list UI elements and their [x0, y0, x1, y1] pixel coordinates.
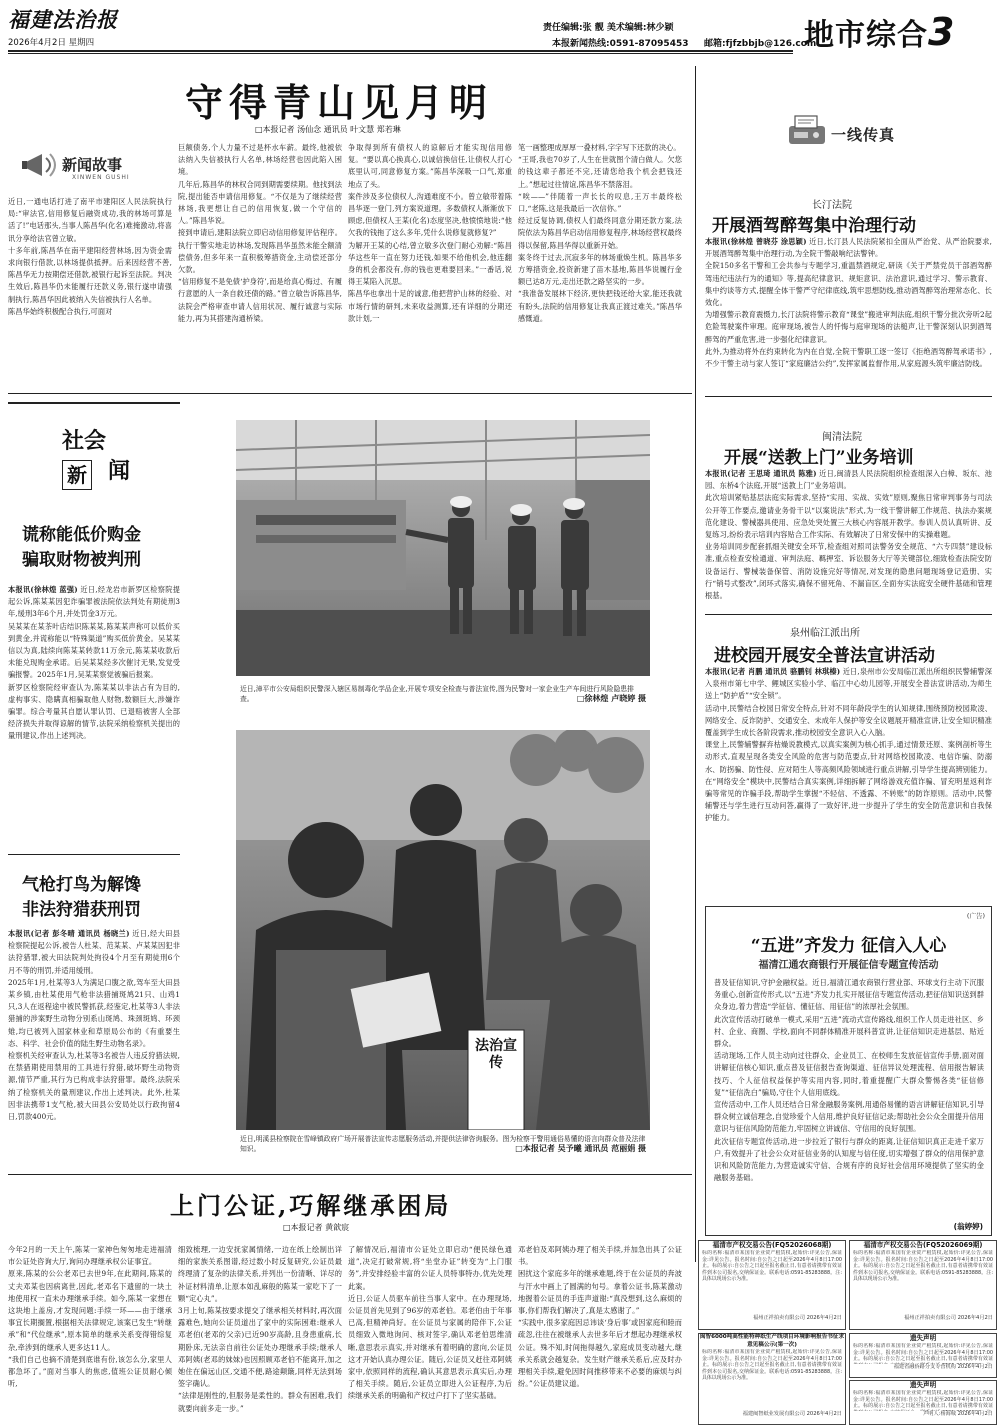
ad-tag: (广告) [966, 912, 985, 920]
section-title: 地市综合 [804, 18, 928, 53]
side-divider [8, 854, 180, 855]
editors: 责任编辑:张 靓 美术编辑:林少颖 [543, 23, 674, 33]
email: 邮箱:fjfzbbjb@126.com [704, 39, 817, 49]
news-story-tag-label: 新闻故事 [62, 156, 123, 174]
yixian-3-title: 进校园开展安全普法宣讲活动 [714, 646, 935, 666]
ad-3-head: 闽智6000吨高性能特种纸生产线项目环境影响报告书征求意见稿公示(第一次) [699, 1334, 845, 1348]
publicity-photo-image [236, 730, 650, 1130]
story2-title-2: 非法狩猎获刑罚 [22, 900, 141, 920]
issue-date: 2026年4月2日 星期四 [8, 38, 95, 48]
yixian-divider-2 [705, 614, 992, 615]
lead-col-4: 笔一画整理成厚厚一叠材料,字字写下还款的决心。 “王哥,我也70岁了,人生在世就图个清白做人。欠您的钱这辈子都还不完,还请您给我个机会把钱还上。”想起过往情谊,陈昌华不禁落泪。 “唉——”伴随着一声长长的叹息,王万丰最终松口,“老陈,这是我最后一次信你。” 经过反复协调,债权人们最终同意分期还款方案,法院依法为陈昌华启动信用修复程序,林场经营权最终得以保留,陈昌华得以重新开始。 案冬终于过去,沉寂多年的林场重焕生机。陈昌华多方筹措资金,投资新建了苗木基地,陈昌华说履行金额已达8万元,走出还款之路坚实的一步。 “我准备发展林下经济,更快把钱还给大家,能还我就有盼头,法院的信用修复让我真正渡过难关。”陈昌华感慨道。 [518, 143, 682, 323]
yixian-1-byline: 本报讯(徐林煌 曾晓芬 涂思颖) [705, 237, 807, 246]
social-news-column [8, 402, 180, 1258]
section-name [804, 10, 954, 54]
ad-3 [698, 1333, 846, 1425]
bottom-col-3: 了解情况后,福清市公证处立即启动“便民绿色通道”,决定打破常规,将“坐堂办证”转变为“上门服务”,并安排经验丰富的公证人员特事特办,优先处理此案。 近日,公证人员驱车前往当事人家中。在办理现场,公证员首先见到了96岁的邓老伯。邓老伯由于年事已高,但精神尚好。在公证员与家属的陪伴下,公证员细致入微地询问、核对签字,确认邓老伯思维清晰,意思表示真实,并对继承有着明确的意向,公证员这才开始认真办理公证。随后,公证员又赶往邓阿姨家中,依照同样的流程,确认其意思表示真实后,办理了相关手续。随后,公证员立即进入公证程序,为后续继承关系的明确和产权过户打下了坚实基础。 [348, 1245, 512, 1401]
lead-byline: □本报记者 汤仙念 通讯员 叶文慧 郑若琳 [255, 125, 401, 134]
story1-body: 近日,经龙岩市新罗区检察院提起公诉,陈某某因犯诈骗罪被法院依法判处有期徒刑3年,缓刑3年6个月,并处罚金3万元。 吴某某在某茶叶店结识陈某某,陈某某声称可以低价买到黄金,并谎称能以“特殊渠道”购买低价黄金。吴某某信以为真,陆续向陈某某转款11万余元,陈某某收款后未能兑现购金承诺。后吴某某经多次催讨无果,发觉受骗报警。2025年1月,吴某某察觉被骗后报案。 新罗区检察院经审查认为,陈某某以非法占有为目的,虚构事实、隐瞒真相骗取他人财物,数额巨大,涉嫌诈骗罪。综合考量其自愿认罪认罚、已退赔被害人全部经济损失并取得谅解的情节,法院采纳检察机关提出的量刑建议,作出上述判决。 [8, 585, 180, 741]
yixian-3-text [705, 666, 992, 900]
photo-legal-publicity [236, 730, 650, 1130]
yixian-2-source: 闽清法院 [822, 432, 862, 443]
megaphone-icon [22, 148, 62, 184]
ad-4-foot: 福建省融侨路分支专营机构 2026年4月2日 [893, 1364, 993, 1370]
yixian-1-text [705, 236, 992, 386]
ad-1-head: 福清市产权交易公告(FQ52026068期) [712, 1241, 832, 1249]
photo2-caption [240, 1134, 646, 1166]
photo1-caption [240, 684, 646, 716]
feature-body: 普及征信知识,守护金融权益。近日,福清江通农商银行营业部、环球支行主动下沉服务重心,创新宣传形式,以“五进”齐发力扎实开展征信专题宣传活动,把征信知识送到群众身边,着力营造“学征信、懂征信、用征信”的浓厚社会氛围。 此次宣传活动打破单一模式,采用“五进”流动式宣传路线,组织工作人员走进社区、乡村、企业、商圈、学校,面向不同群体精准开展科普宣讲,让征信知识走进基层、贴近群众。 活动现场,工作人员主动向过往群众、企业员工、在校师生发放征信宣传手册,面对面讲解征信核心知识,重点普及征信报告查询渠道、征信异议处理流程、信用报告解读技巧、个人征信权益保护等实用内容,同时,着重提醒广大群众警惕各类“征信修复”“征信洗白”骗局,守住个人信用底线。 宣传活动中,工作人员还结合日常金融服务案例,用通俗易懂的语言讲解征信知识,引导群众树立诚信理念,自觉珍爱个人信用,维护良好征信记录;帮助社会公众全面提升信用意识与征信风险防范能力,牢固树立讲诚信、守信用的良好氛围。 此次征信专题宣传活动,进一步拉近了银行与群众的距离,让征信知识真正走进千家万户,有效提升了社会公众对征信业务的认知度与信任度,切实增强了群众的信用保护意识和风险防范能力,为营造诚实守信、合规有序的良好社会信用环境提供了坚实的金融服务基础。 [714, 978, 984, 1183]
lead-bottom-rule [8, 393, 692, 394]
bottom-col-1: 今年2月的一天上午,陈某一家神色匆匆地走进福清市公证处咨询大厅,询问办理继承权公证事宜。 原来,陈某的公公老邓已去世9年,在此期间,陈某的丈夫邓某也因病离世,因此,老邓名下遗留的一块土地使用权一直未办理继承手续。如今,陈某一家想在这块地上盖房,才发现问题:手续一环——由于继承事宜长期搁置,根据相关法律规定,该案已发生“转继承”和“代位继承”,原本简单的继承关系变得错综复杂,牵涉到的继承人更多达11人。 “我们自己也摘不清楚到底谁有份,该怎么分,家里人都急坏了。”面对当事人的焦虑,值班公证员耐心倾听, [8, 1245, 172, 1389]
story2-byline: 本报讯(记者 彭冬晴 通讯员 杨晓兰) [8, 929, 130, 938]
bottom-title: 上门公证,巧解继承困局 [170, 1191, 452, 1220]
story1-title-1: 谎称能低价购金 [22, 525, 141, 545]
yixian-3-source: 泉州临江派出所 [790, 628, 860, 639]
masthead [0, 0, 1000, 62]
story2-title-1: 气枪打鸟为解馋 [22, 875, 141, 895]
yixian-1-body: 近日,长汀县人民法院紧扣全面从严治党、从严治院要求,开展酒驾醉驾集中治理行动,为全院干警敲响纪法警钟。 全院150多名干警和工会共参与专题学习,重温禁酒规定,研读《关于严禁党员干部酒驾醉驾违纪违法行为的通知》等,提高纪律意识、规矩意识、法治意识,通过学习、警示教育、集中约谈等方式,提醒全体干警严守纪律底线,筑牢思想防线,推动酒驾醉驾治理常态化、长效化。 为增强警示教育震慑力,长汀法院将警示教育“课堂”搬进审判法庭,组织干警分批次旁听2起危险驾驶案件审理。庭审现场,被告人的忏悔与庭审现场的法槌声,让干警深刻认识到酒驾醉驾的严重危害,进一步强化纪律意识。 此外,为推动将外在约束转化为内在自觉,全院干警职工逐一签订《拒绝酒驾醉驾承诺书》,不少干警主动与家人签订“家庭廉洁公约”,发挥家属监督作用,从家庭源头筑牢廉洁防线。 [705, 237, 992, 369]
story2-body: 近日,经大田县检察院提起公诉,被告人杜某、范某某、卢某某因犯非法狩猎罪,被大田法院判处拘役4个月至有期徒刑6个月不等的刑罚,并适用缓刑。 2025年1月,杜某等3人为满足口腹之欲,驾车至大田县某乡镇,由杜某使用气枪非法猎捕斑鸠21只、山鸡1只,3人在返程途中被民警抓获,经鉴定,杜某等3人非法猎捕的涉案野生动物分别系山斑鸠、珠颈斑鸠、环颈雉,均已被列入国家林业和草原局公布的《有重要生态、科学、社会价值的陆生野生动物名录》。 检察机关经审查认为,杜某等3名被告人违反狩猎法规,在禁猎期使用禁用的工具进行狩猎,破坏野生动物资源,情节严重,其行为已构成非法狩猎罪。最终,法院采纳了检察机关的量刑建议,作出上述判决。此外,杜某因非法携带1支气枪,被大田县公安局处以行政拘留4日,罚款400元。 [8, 929, 180, 1122]
ad-5-foot: 声明人:杨海城 2026年4月2日 [923, 1411, 993, 1417]
bottom-col-4: 邓老伯及邓阿姨办理了相关手续,并加急出具了公证书。 困扰这个家庭多年的继承难题,终于在公证员的奔波与汗水中画上了圆满的句号。拿着公证书,陈某激动地握着公证员的手连声道谢:“真没想到,这么麻烦的事,你们帮我们解决了,真是太感谢了。” “实践中,很多家庭因忌讳谈‘身后事’或因家庭和睦而疏忽,往往在被继承人去世多年后才想起办理继承权公证。殊不知,时间拖得越久,家庭成员变动越大,继承关系就会越复杂。发生财产继承关系后,应及时办理相关手续,避免因时间推移带来不必要的麻烦与纠纷。”公证员建议道。 [518, 1245, 682, 1389]
yixian-2-text [705, 468, 992, 610]
yixian-3-body: 近日,泉州市公安局临江派出所组织民警辅警深入泉州市第七中学、鲤城区实验小学、临江中心幼儿园等,开展安全普法宣讲活动,为师生送上“防护盾”“安全锁”。 活动中,民警结合校园日常安全特点,针对不同年龄段学生的认知规律,围绕预防校园欺凌、网络安全、反诈防护、交通安全、未成年人保护等安全议题展开精准宣讲,让安全知识精准覆盖到学生成长各阶段需求,推动校园安全意识入心入脑。 课堂上,民警辅警摒弃枯燥说教模式,以真实案例为核心抓手,通过情景还原、案例剖析等生动形式,直观呈现各类安全风险的危害与防范要点,针对网络校园欺凌、电信诈骗、防溺水、防拐骗、防性侵、应对陌生人等高频风险领域进行重点讲解,引导学生提高辨别能力。在“网络安全”模块中,民警结合真实案例,详细拆解了网络游戏充值诈骗、冒充明星返利诈骗等常见的诈骗手段,帮助学生掌握“不轻信、不透露、不转账”的防诈原则。活动中,民警辅警还与学生进行互动问答,赢得了一致好评,进一步提升了学生的安全防范意识和自我保护能力。 [705, 667, 992, 823]
ad-5 [849, 1380, 997, 1425]
page-number: 3 [928, 10, 955, 54]
feature-title: “五进”齐发力 征信入人心 [750, 936, 947, 956]
vertical-divider [695, 66, 696, 1262]
yixian-3-byline: 本报讯(记者 肖鹏 通讯员 骆鹏钊 林琪榛) [705, 667, 841, 676]
photo2-sign: 法治宣传 [475, 1038, 517, 1071]
social-news-header-line2: 新 [62, 460, 92, 490]
ad-1 [698, 1240, 846, 1330]
yixian-header-label: 一线传真 [831, 126, 896, 144]
news-hotline: 本报新闻热线:0591-87095453 [552, 39, 689, 49]
news-story-tag [22, 148, 172, 190]
masthead-rule-thin [8, 53, 793, 54]
photo1-credit: □徐林煌 卢晓婷 摄 [576, 694, 646, 703]
social-news-header [8, 402, 180, 502]
photo2-caption-text: 近日,明溪县检察院在雪峰镇政府广场开展普法宣传志愿服务活动,并提供法律咨询服务。图为检察干警用通俗易懂的语言向群众普及法律知识。 [240, 1135, 646, 1153]
lead-col-3: 争取得到所有债权人的谅解后才能实现信用修复。“要以真心换真心,以诚信换信任,让债权人打心底里认可,同意修复方案。”陈昌华深吸一口气,郑重地点了头。 案件涉及多位债权人,沟通难度不小。曾立敏带着陈昌华逐一登门,列方案说道理。多数债权人渐渐放下顾虑,但债权人王某(化名)态度坚决,他愤愤地说:“他欠我的钱拖了这么多年,凭什么说修复就修复?” 为解开王某的心结,曾立敏多次登门耐心劝解:“陈昌华这些年一直在努力还钱,如果不给他机会,他连翻身的机会都没有,你的钱也更难要回来。”一番话,说得王某陷入沉思。 陈昌华也拿出十足的诚意,他把营护山林的经验、对市场行情的研判,未来收益测算,还有详细的分期还款计划,一 [348, 143, 512, 323]
yixian-2-body: 近日,闽清县人民法院组织检查组深入白樟、坂东、池园、东桥4个法庭,开展“送教上门”业务培训。 此次培训紧贴基层法庭实际需求,坚持“实用、实战、实效”原则,聚焦日常审判事务与司法公开等工作要点,邀请业务骨干以“以案说法”形式,为一线干警讲解工作规范、执法办案规范化建设、警械器具使用、应急处突处置三大核心内容展开教学。参训人员认真听讲、反复练习,纷纷表示培训内容贴合工作实际、有效解决了日常安保中的实操难题。 业务培训同步配套抓细关键安全环节,检查组对照司法警务安全规范、“六专四禁”建设标准,重点检查安检通道、审判法庭、羁押室、诉讼服务大厅等关键部位,细致检查法院安防设备运行、警械装备保管、消防设施完好等情况,对发现的隐患问题现场登记造册、实行“销号式整改”,闭环式落实,确保不留死角、不漏盲区,全面夯实法庭安全硬件基础和管理根基。 [705, 469, 992, 601]
news-story-tag-pinyin: XINWEN GUSHI [72, 174, 130, 181]
bottom-top-rule [8, 1174, 692, 1175]
masthead-rule [8, 50, 793, 52]
bottom-col-2: 细致梳理,一边安抚家属情绪,一边在纸上绘制出详细的家族关系图谱,经过数小时反复研究,公证员最终理清了复杂的法律关系,并列出一份清晰、详尽的补证材料清单,让原本如乱麻般的陈某一家吃下了一颗“定心丸”。 3月上旬,陈某按要求提交了继承相关材料时,再次面露难色,她向公证员道出了家中的实际困难:继承人邓老伯(老邓的父亲)已近90岁高龄,且身患重病,长期卧床,无法亲自前往公证处办理继承手续;继承人邓阿姨(老邓的妹妹)也因照顾邓老伯不能离开,加之她住在偏远山区,交通不便,路途颠簸,同样无法到场签字确认。 “法律是刚性的,但服务是柔性的。群众有困难,我们就要向前多走一步。” [178, 1245, 342, 1413]
feature-subtitle: 福清江通农商银行开展征信专题宣传活动 [758, 960, 939, 971]
ad-2-foot: 福州正祥拍卖有限公司 2026年4月2日 [904, 1315, 993, 1321]
social-news-header-line3: 闻 [108, 458, 131, 484]
ad-2 [849, 1240, 997, 1330]
photo2-credit: □本报记者 吴予曦 通讯员 范丽娟 摄 [515, 1144, 646, 1153]
lead-col-1: 近日,一通电话打进了南平市建阳区人民法院执行局:“审法官,信用修复后融资成功,我的林场可算是活了!”电话那头,当事人陈昌华(化名)难掩激动,将喜讯分享给法官曾立敏。 十多年前,陈昌华在南平建阳经营林场,因为资金需求向银行借款,以林场提供抵押。后来因经营不善,陈昌华无力按期偿还借款,被银行起诉至法院。判决生效后,陈昌华仍未能履行还款义务,银行遂申请强制执行,陈昌华因此被纳入失信被执行人名单。 陈昌华始终积极配合执行,可面对 [8, 197, 172, 316]
paper-name: 福建法治报 [8, 7, 118, 32]
yixian-1-source: 长汀法院 [812, 200, 852, 211]
ads-block [698, 1240, 998, 1426]
story1-byline: 本报讯(徐林煌 蓝强) [8, 585, 78, 594]
feature-box [705, 906, 992, 1236]
yixian-header [785, 114, 905, 154]
ad-1-body: 标的名称:福清市某国有企业资产租赁权,起始价:详见公告,保证金:详见公告。报名时间:自公告之日起至2026年4月8日17:00止。标的展示:自公告之日起至报名截止日,有意者请携带有效证件到本公司报名,交纳保证金。联系电话:0591-85283888。注:具体以现场公示为准。 [702, 1250, 842, 1282]
photo1-caption-text: 近日,漳平市公安局组织民警深入辖区易制毒化学品企业,开展专项安全检查与普法宣传,图为民警对一家企业生产车间进行风险隐患排查。 [240, 685, 634, 703]
ad-1-foot: 福州正祥拍卖有限公司 2026年4月2日 [753, 1315, 842, 1321]
yixian-2-title: 开展“送教上门”业务培训 [724, 448, 914, 468]
ad-4-body: 标的名称:福清市某国有企业资产租赁权,起始价:详见公告,保证金:详见公告。报名时间:自公告之日起至2026年4月8日17:00止。标的展示:自公告之日起至报名截止日,有意者请携带有效证 [853, 1343, 993, 1362]
ad-4-head: 遗失声明 [909, 1334, 937, 1342]
fax-machine-icon [785, 114, 829, 148]
ad-5-head: 遗失声明 [909, 1381, 937, 1389]
lead-title: 守得青山见月明 [185, 80, 494, 125]
social-news-header-line1: 社会 [62, 428, 107, 454]
photo-factory-inspection [236, 420, 650, 676]
yixian-1-title: 开展酒驾醉驾集中治理行动 [712, 216, 916, 236]
story1-title-2: 骗取财物被判刑 [22, 550, 141, 570]
ad-3-body: 标的名称:福清市某国有企业资产租赁权,起始价:详见公告,保证金:详见公告。报名时间:自公告之日起至2026年4月8日17:00止。标的展示:自公告之日起至报名截止日,有意者请携带有效证件到本公司报名,交纳保证金。联系电话:0591-85283888。注:具体以现场公示为准。 [702, 1349, 842, 1381]
feature-author: (翁婷婷) [953, 1222, 983, 1231]
bottom-byline: □本报记者 黄歆宸 [283, 1223, 350, 1232]
ad-4 [849, 1333, 997, 1378]
ad-3-foot: 福建闽智纸业发展有限公司 2026年4月2日 [742, 1411, 842, 1417]
factory-photo-image [236, 420, 650, 676]
story1-text [8, 584, 180, 850]
ad-2-head: 福清市产权交易公告(FQ52026069期) [863, 1241, 983, 1249]
ad-5-body: 标的名称:福清市某国有企业资产租赁权,起始价:详见公告,保证金:详见公告。报名时间:自公告之日起至2026年4月8日17:00止。标的展示:自公告之日起至报名截止日,有意者请携带有效证 [853, 1390, 993, 1409]
yixian-2-byline: 本报讯(记者 王思琦 通讯员 陈雅) [705, 469, 817, 478]
lead-col-2: 巨额债务,个人力量不过是杯水车薪。最终,他被依法纳入失信被执行人名单,林场经营也因此陷入困境。 几年后,陈昌华的林权合同到期需要续期。他找到法院,提出能否申请信用修复。“不仅是为了继续经营林场,我更想让自己的信用恢复,做一个守信的人。”陈昌华说。 接到申请后,建阳法院立即启动信用修复评估程序。执行干警实地走访林场,发现陈昌华虽然未能全额清偿债务,但多年来一直积极筹措资金,主动偿还部分欠款。 “信用修复不是免债‘护身符’,而是给真心悔过、有履行意愿的人一条自救还债的路。”曾立敏告诉陈昌华,法院会严格审查申请人信用状况、履行诚意与实际能力,再为其搭建沟通桥梁。 [178, 143, 342, 323]
ad-2-body: 标的名称:福清市某国有企业资产租赁权,起始价:详见公告,保证金:详见公告。报名时间:自公告之日起至2026年4月8日17:00止。标的展示:自公告之日起至报名截止日,有意者请携带有效证件到本公司报名,交纳保证金。联系电话:0591-85283888。注:具体以现场公示为准。 [853, 1250, 993, 1282]
yixian-divider-1 [705, 396, 992, 397]
story2-text [8, 928, 180, 1258]
